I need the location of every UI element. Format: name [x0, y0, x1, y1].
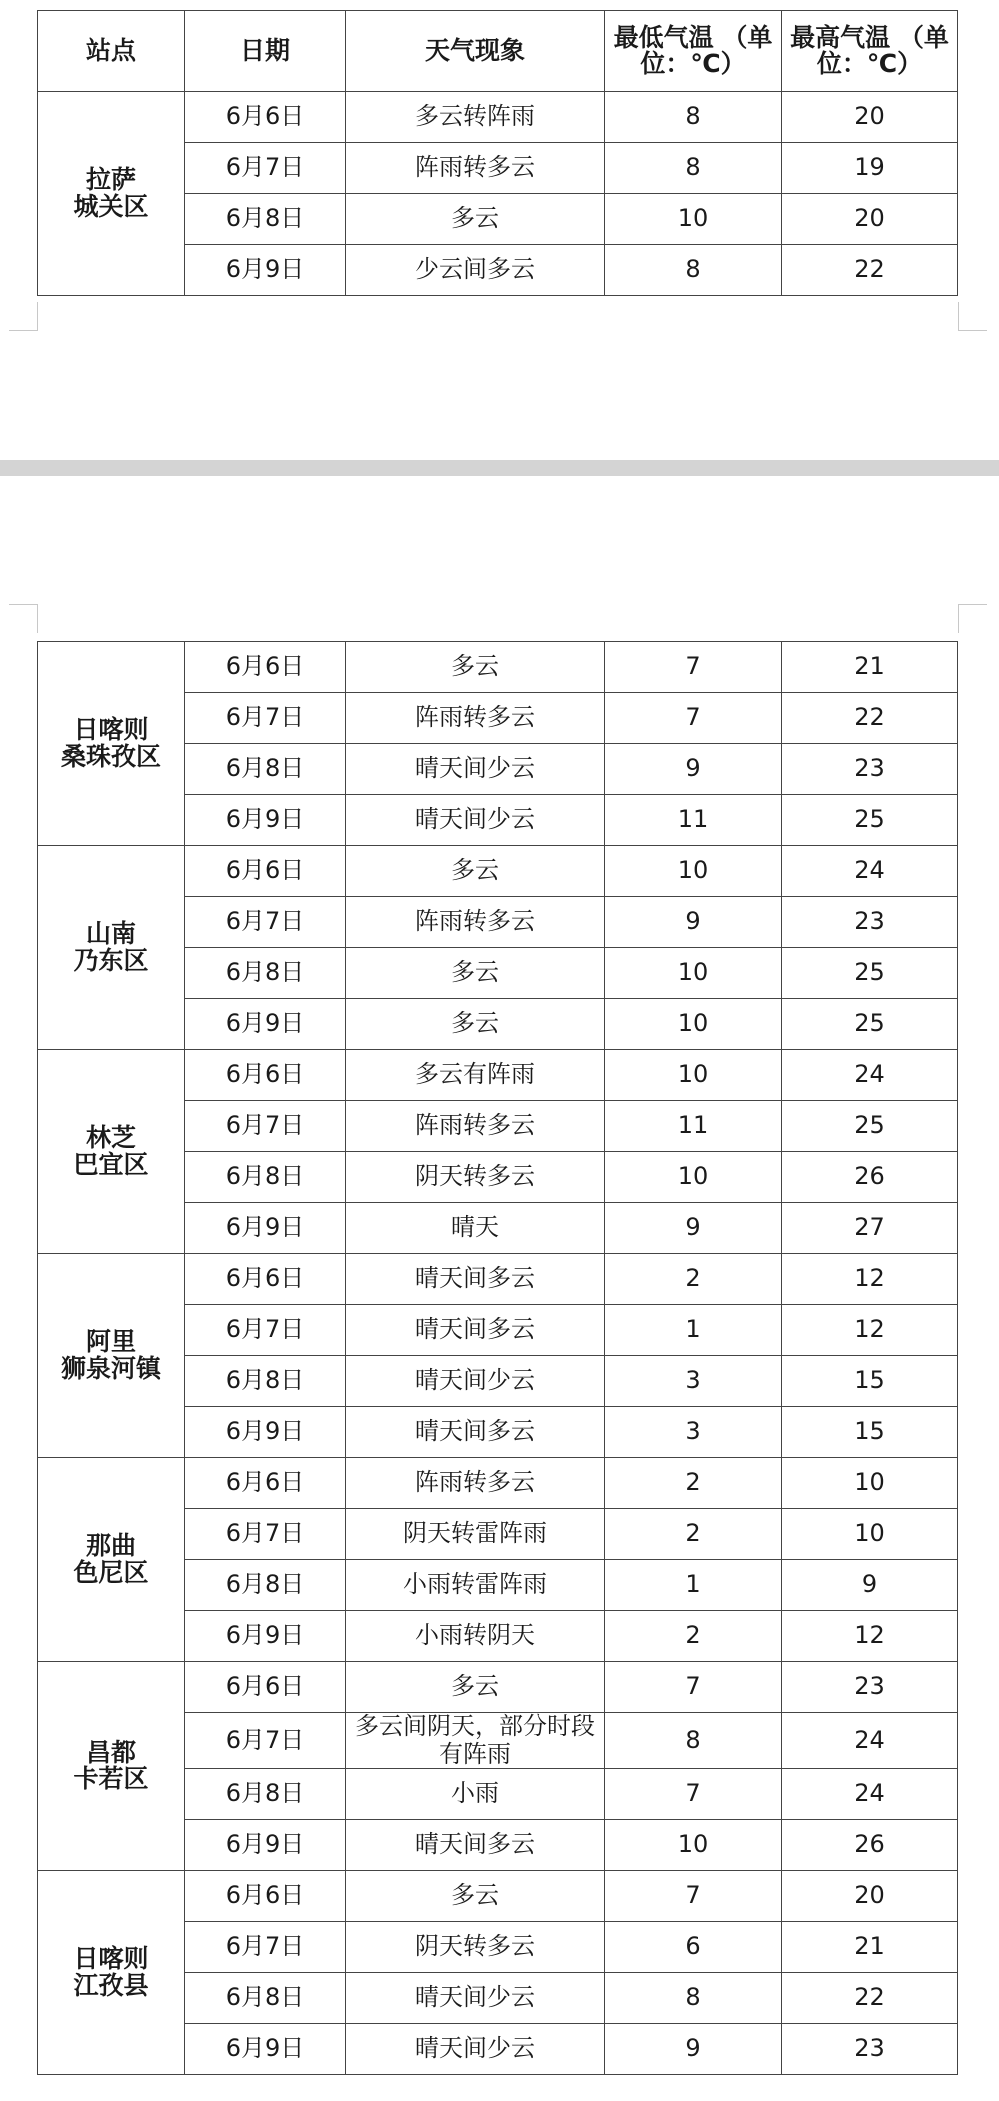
- min-temp-cell: 7: [605, 642, 782, 693]
- min-temp-cell: 7: [605, 1769, 782, 1820]
- min-temp-cell: 11: [605, 1101, 782, 1152]
- weather-cell: 阴天转多云: [346, 1152, 605, 1203]
- date-cell: 6月9日: [185, 1611, 346, 1662]
- weather-cell: 阴天转多云: [346, 1922, 605, 1973]
- max-temp-cell: 12: [782, 1305, 958, 1356]
- date-cell: 6月8日: [185, 744, 346, 795]
- header-max-temp: [782, 11, 958, 92]
- min-temp-cell: 10: [605, 948, 782, 999]
- table-row: [38, 642, 958, 693]
- weather-cell: 小雨: [346, 1769, 605, 1820]
- station-name-line1: 日喀则: [73, 715, 149, 745]
- station-name-line2: 乃东区: [73, 945, 149, 975]
- weather-cell: 晴天间多云: [346, 1305, 605, 1356]
- date-cell: 6月6日: [185, 1050, 346, 1101]
- weather-cell: 多云: [346, 1871, 605, 1922]
- date-cell: 6月7日: [185, 1509, 346, 1560]
- min-temp-cell: 8: [605, 143, 782, 194]
- page-corner-mark: [958, 302, 987, 331]
- max-temp-cell: 23: [782, 897, 958, 948]
- max-temp-cell: 25: [782, 795, 958, 846]
- max-temp-cell: 9: [782, 1560, 958, 1611]
- station-name-line1: 那曲: [85, 1531, 136, 1561]
- date-cell: 6月9日: [185, 1407, 346, 1458]
- weather-cell: 阵雨转多云: [346, 897, 605, 948]
- table-row: [38, 1254, 958, 1305]
- station-cell: [38, 1050, 185, 1254]
- table-body-page-2: [38, 642, 958, 2075]
- station-name-line1: 日喀则: [73, 1944, 149, 1974]
- page-corner-mark: [9, 302, 38, 331]
- station-name-line1: 拉萨: [85, 165, 136, 195]
- station-name-line1: 山南: [85, 919, 136, 949]
- date-cell: 6月6日: [185, 1871, 346, 1922]
- max-temp-cell: 23: [782, 2024, 958, 2075]
- max-temp-cell: 10: [782, 1509, 958, 1560]
- max-temp-cell: 22: [782, 245, 958, 296]
- table-body-page-1: [38, 92, 958, 296]
- date-cell: 6月7日: [185, 1713, 346, 1769]
- date-cell: 6月6日: [185, 92, 346, 143]
- max-temp-cell: 25: [782, 1101, 958, 1152]
- header-max-temp-line2: （单位：℃）: [816, 22, 949, 78]
- min-temp-cell: 9: [605, 1203, 782, 1254]
- page-corner-mark: [958, 604, 987, 633]
- max-temp-cell: 23: [782, 744, 958, 795]
- weather-cell: 多云间阴天，部分时段有阵雨: [346, 1713, 605, 1769]
- min-temp-cell: 9: [605, 897, 782, 948]
- date-cell: 6月7日: [185, 1922, 346, 1973]
- max-temp-cell: 22: [782, 693, 958, 744]
- header-min-temp-line2: （单位：℃）: [640, 22, 773, 78]
- weather-cell: 阵雨转多云: [346, 1101, 605, 1152]
- header-date: 日期: [185, 11, 346, 92]
- weather-cell: 多云: [346, 999, 605, 1050]
- min-temp-cell: 10: [605, 1820, 782, 1871]
- page-2: [0, 476, 999, 2101]
- weather-cell: 多云: [346, 1662, 605, 1713]
- min-temp-cell: 7: [605, 1871, 782, 1922]
- max-temp-cell: 19: [782, 143, 958, 194]
- weather-cell: 小雨转阴天: [346, 1611, 605, 1662]
- station-name-line2: 色尼区: [73, 1557, 149, 1587]
- weather-cell: 多云: [346, 642, 605, 693]
- header-weather: 天气现象: [346, 11, 605, 92]
- date-cell: 6月7日: [185, 1101, 346, 1152]
- header-min-temp-line1: 最低气温: [613, 22, 714, 52]
- max-temp-cell: 27: [782, 1203, 958, 1254]
- weather-cell: 多云有阵雨: [346, 1050, 605, 1101]
- min-temp-cell: 7: [605, 693, 782, 744]
- station-name-line2: 城关区: [73, 191, 149, 221]
- weather-cell: 晴天间少云: [346, 795, 605, 846]
- date-cell: 6月6日: [185, 642, 346, 693]
- min-temp-cell: 2: [605, 1509, 782, 1560]
- max-temp-cell: 21: [782, 1922, 958, 1973]
- table-row: [38, 1458, 958, 1509]
- date-cell: 6月8日: [185, 1973, 346, 2024]
- max-temp-cell: 26: [782, 1820, 958, 1871]
- min-temp-cell: 8: [605, 1973, 782, 2024]
- max-temp-cell: 26: [782, 1152, 958, 1203]
- max-temp-cell: 20: [782, 1871, 958, 1922]
- min-temp-cell: 8: [605, 245, 782, 296]
- date-cell: 6月6日: [185, 1458, 346, 1509]
- min-temp-cell: 10: [605, 1152, 782, 1203]
- station-name-line1: 阿里: [85, 1327, 136, 1357]
- min-temp-cell: 3: [605, 1407, 782, 1458]
- max-temp-cell: 24: [782, 1713, 958, 1769]
- station-cell: [38, 1662, 185, 1871]
- date-cell: 6月9日: [185, 795, 346, 846]
- max-temp-cell: 24: [782, 846, 958, 897]
- table-header-row: [38, 11, 958, 92]
- max-temp-cell: 15: [782, 1407, 958, 1458]
- station-name-line1: 林芝: [85, 1123, 136, 1153]
- weather-cell: 少云间多云: [346, 245, 605, 296]
- station-cell: [38, 92, 185, 296]
- header-station: 站点: [38, 11, 185, 92]
- weather-cell: 晴天间少云: [346, 1356, 605, 1407]
- table-row: [38, 92, 958, 143]
- min-temp-cell: 1: [605, 1560, 782, 1611]
- max-temp-cell: 20: [782, 92, 958, 143]
- min-temp-cell: 8: [605, 1713, 782, 1769]
- max-temp-cell: 24: [782, 1769, 958, 1820]
- max-temp-cell: 20: [782, 194, 958, 245]
- table-row: [38, 1050, 958, 1101]
- weather-cell: 小雨转雷阵雨: [346, 1560, 605, 1611]
- max-temp-cell: 15: [782, 1356, 958, 1407]
- min-temp-cell: 7: [605, 1662, 782, 1713]
- forecast-table-page-1: [37, 10, 958, 296]
- date-cell: 6月9日: [185, 2024, 346, 2075]
- weather-cell: 晴天间少云: [346, 1973, 605, 2024]
- station-name-line2: 江孜县: [73, 1970, 149, 2000]
- weather-cell: 晴天间多云: [346, 1820, 605, 1871]
- weather-cell: 阵雨转多云: [346, 143, 605, 194]
- station-name-line2: 巴宜区: [73, 1149, 149, 1179]
- min-temp-cell: 3: [605, 1356, 782, 1407]
- date-cell: 6月6日: [185, 846, 346, 897]
- max-temp-cell: 21: [782, 642, 958, 693]
- table-row: [38, 846, 958, 897]
- station-name-line1: 昌都: [85, 1737, 136, 1767]
- min-temp-cell: 10: [605, 999, 782, 1050]
- max-temp-cell: 12: [782, 1611, 958, 1662]
- weather-cell: 多云: [346, 948, 605, 999]
- min-temp-cell: 6: [605, 1922, 782, 1973]
- max-temp-cell: 22: [782, 1973, 958, 2024]
- min-temp-cell: 2: [605, 1458, 782, 1509]
- station-cell: [38, 1458, 185, 1662]
- max-temp-cell: 24: [782, 1050, 958, 1101]
- max-temp-cell: 23: [782, 1662, 958, 1713]
- min-temp-cell: 8: [605, 92, 782, 143]
- date-cell: 6月6日: [185, 1254, 346, 1305]
- table-row: [38, 1662, 958, 1713]
- station-name-line2: 桑珠孜区: [60, 741, 161, 771]
- max-temp-cell: 25: [782, 999, 958, 1050]
- min-temp-cell: 2: [605, 1254, 782, 1305]
- max-temp-cell: 12: [782, 1254, 958, 1305]
- forecast-table-page-2: [37, 641, 958, 2075]
- station-cell: [38, 1254, 185, 1458]
- header-min-temp: [605, 11, 782, 92]
- page-corner-mark: [9, 604, 38, 633]
- date-cell: 6月8日: [185, 194, 346, 245]
- station-cell: [38, 642, 185, 846]
- max-temp-cell: 10: [782, 1458, 958, 1509]
- table-row: [38, 1871, 958, 1922]
- min-temp-cell: 9: [605, 2024, 782, 2075]
- date-cell: 6月9日: [185, 1820, 346, 1871]
- date-cell: 6月7日: [185, 693, 346, 744]
- min-temp-cell: 10: [605, 1050, 782, 1101]
- date-cell: 6月7日: [185, 897, 346, 948]
- date-cell: 6月8日: [185, 1356, 346, 1407]
- weather-cell: 晴天间多云: [346, 1407, 605, 1458]
- weather-cell: 晴天间多云: [346, 1254, 605, 1305]
- page-1: [0, 0, 999, 460]
- min-temp-cell: 11: [605, 795, 782, 846]
- min-temp-cell: 1: [605, 1305, 782, 1356]
- weather-cell: 晴天: [346, 1203, 605, 1254]
- max-temp-cell: 25: [782, 948, 958, 999]
- date-cell: 6月6日: [185, 1662, 346, 1713]
- date-cell: 6月7日: [185, 143, 346, 194]
- weather-cell: 多云: [346, 846, 605, 897]
- date-cell: 6月8日: [185, 1560, 346, 1611]
- station-name-line2: 卡若区: [73, 1764, 149, 1794]
- page-break-gap: [0, 460, 999, 476]
- station-cell: [38, 1871, 185, 2075]
- min-temp-cell: 9: [605, 744, 782, 795]
- date-cell: 6月9日: [185, 1203, 346, 1254]
- date-cell: 6月8日: [185, 1152, 346, 1203]
- min-temp-cell: 2: [605, 1611, 782, 1662]
- weather-cell: 多云转阵雨: [346, 92, 605, 143]
- header-max-temp-line1: 最高气温: [790, 22, 891, 52]
- date-cell: 6月7日: [185, 1305, 346, 1356]
- min-temp-cell: 10: [605, 846, 782, 897]
- weather-cell: 多云: [346, 194, 605, 245]
- weather-cell: 阴天转雷阵雨: [346, 1509, 605, 1560]
- weather-cell: 晴天间少云: [346, 744, 605, 795]
- weather-cell: 阵雨转多云: [346, 1458, 605, 1509]
- weather-cell: 晴天间少云: [346, 2024, 605, 2075]
- min-temp-cell: 10: [605, 194, 782, 245]
- station-name-line2: 狮泉河镇: [60, 1353, 161, 1383]
- date-cell: 6月9日: [185, 999, 346, 1050]
- weather-cell: 阵雨转多云: [346, 693, 605, 744]
- date-cell: 6月8日: [185, 1769, 346, 1820]
- date-cell: 6月8日: [185, 948, 346, 999]
- station-cell: [38, 846, 185, 1050]
- date-cell: 6月9日: [185, 245, 346, 296]
